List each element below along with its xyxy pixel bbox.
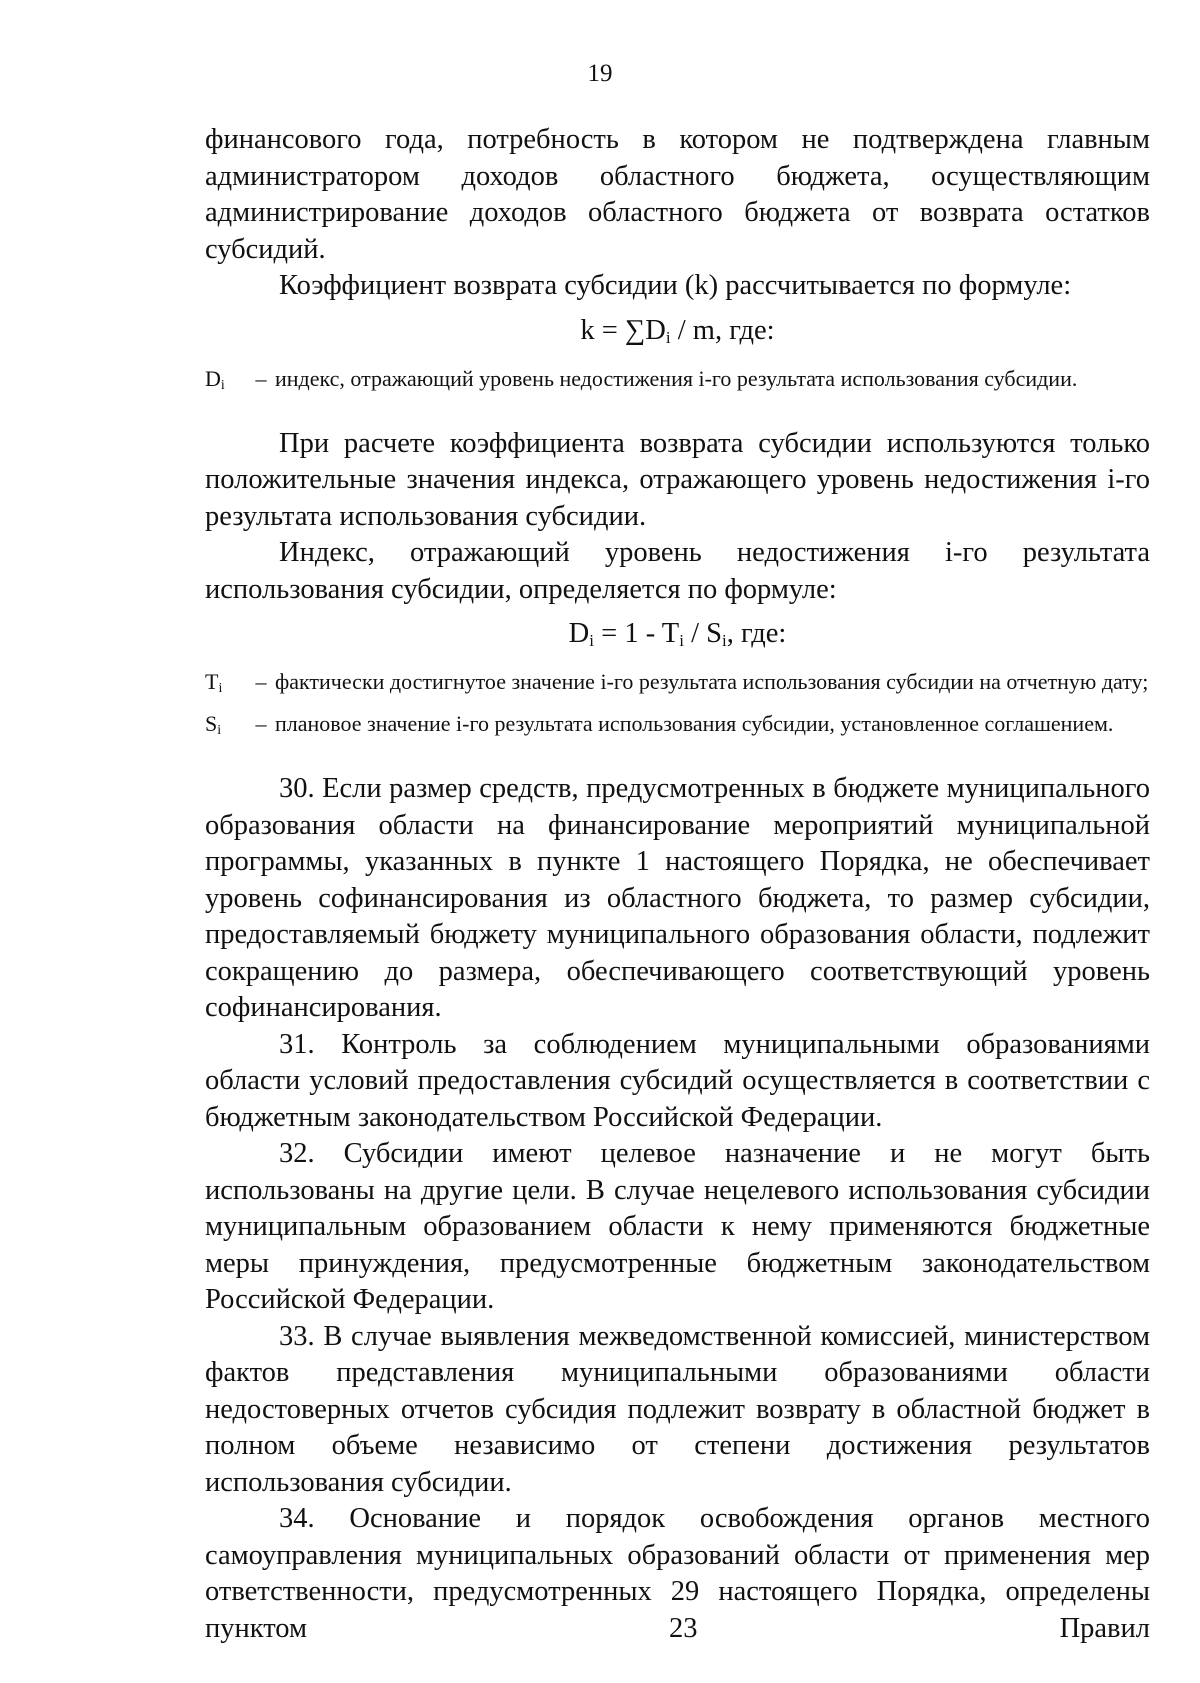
definition-si: $S_i$ – плановое значение i-го результата использования субсидии, установленное соглашением. (205, 711, 1150, 743)
definition-text: фактически достигнутое значение i-го результата использования субсидии на отчетную дату; (275, 669, 1149, 694)
paragraph-34: 34. Основание и порядок освобождения органов местного самоуправления муниципальных образований области от применения мер ответственности, предусмотренных 29 настоящего Порядка, определены пунктом 23 Правил (205, 1503, 1150, 1644)
definition-ti: $T_i$ – фактически достигнутое значение i-го результата использования субсидии на отчетную дату; (205, 669, 1150, 701)
definition-symbol: $D_i$ (205, 365, 225, 393)
paragraph-index-intro: Индекс, отражающий уровень недостижения i-го результата использования субсидии, определяется по формуле: (205, 537, 1150, 605)
definition-text: индекс, отражающий уровень недостижения i-го результата использования субсидии. (275, 365, 1078, 391)
formula-index: $D_i = 1 - T_i / S_i$, где: (568, 618, 787, 650)
page-number: 19 (587, 60, 613, 87)
definition-text: плановое значение i-го результата использования субсидии, установленное соглашением. (275, 711, 1114, 736)
paragraph-31: 31. Контроль за соблюдением муниципальными образованиями области условий предоставления субсидий осуществляется в соответствии с бюджетным законодательством Российской Федерации. (205, 1028, 1150, 1133)
paragraph-33: 33. В случае выявления межведомственной комиссией, министерством фактов представления муниципальными образованиями области недостоверных отчетов субсидия подлежит возврату в областной бюджет в полном объеме независимо от степени достижения результатов использования субсидии. (205, 1320, 1150, 1498)
formula-coefficient: $k = \sum D_i / m$, где: (580, 314, 775, 347)
definition-di: $D_i$ – индекс, отражающий уровень недостижения i-го результата использования субсидии. (205, 366, 1150, 398)
paragraph-32: 32. Субсидии имеют целевое назначение и не могут быть использованы на другие цели. В случае нецелевого использования субсидии муниципальным образованием области к нему применяются бюджетные меры принуждения, предусмотренные бюджетным законодательством Российской Федерации. (205, 1138, 1150, 1315)
paragraph-coefficient-intro: Коэффициент возврата субсидии (k) рассчитывается по формуле: (279, 270, 1072, 301)
definition-symbol: $S_i$ (205, 711, 222, 738)
definition-symbol: $T_i$ (205, 669, 223, 696)
document-body (205, 122, 1150, 1647)
paragraph-positive-values: При расчете коэффициента возврата субсидии используются только положительные значения индекса, отражающего уровень недостижения i-го результата использования субсидии. (205, 427, 1150, 532)
paragraph-30: 30. Если размер средств, предусмотренных в бюджете муниципального образования области на финансирование мероприятий муниципальной программы, указанных в пункте 1 настоящего Порядка, не обеспечивает уровень софинансирования из областного бюджета, то размер субсидии, предоставляемый бюджету муниципального образования области, подлежит сокращению до размера, обеспечивающего соответствующий уровень софинансирования. (205, 773, 1150, 1023)
paragraph-continuation: финансового года, потребность в котором не подтверждена главным администратором доходов областного бюджета, осуществляющим администрирование доходов областного бюджета от возврата остатков субсидий. (205, 124, 1150, 265)
